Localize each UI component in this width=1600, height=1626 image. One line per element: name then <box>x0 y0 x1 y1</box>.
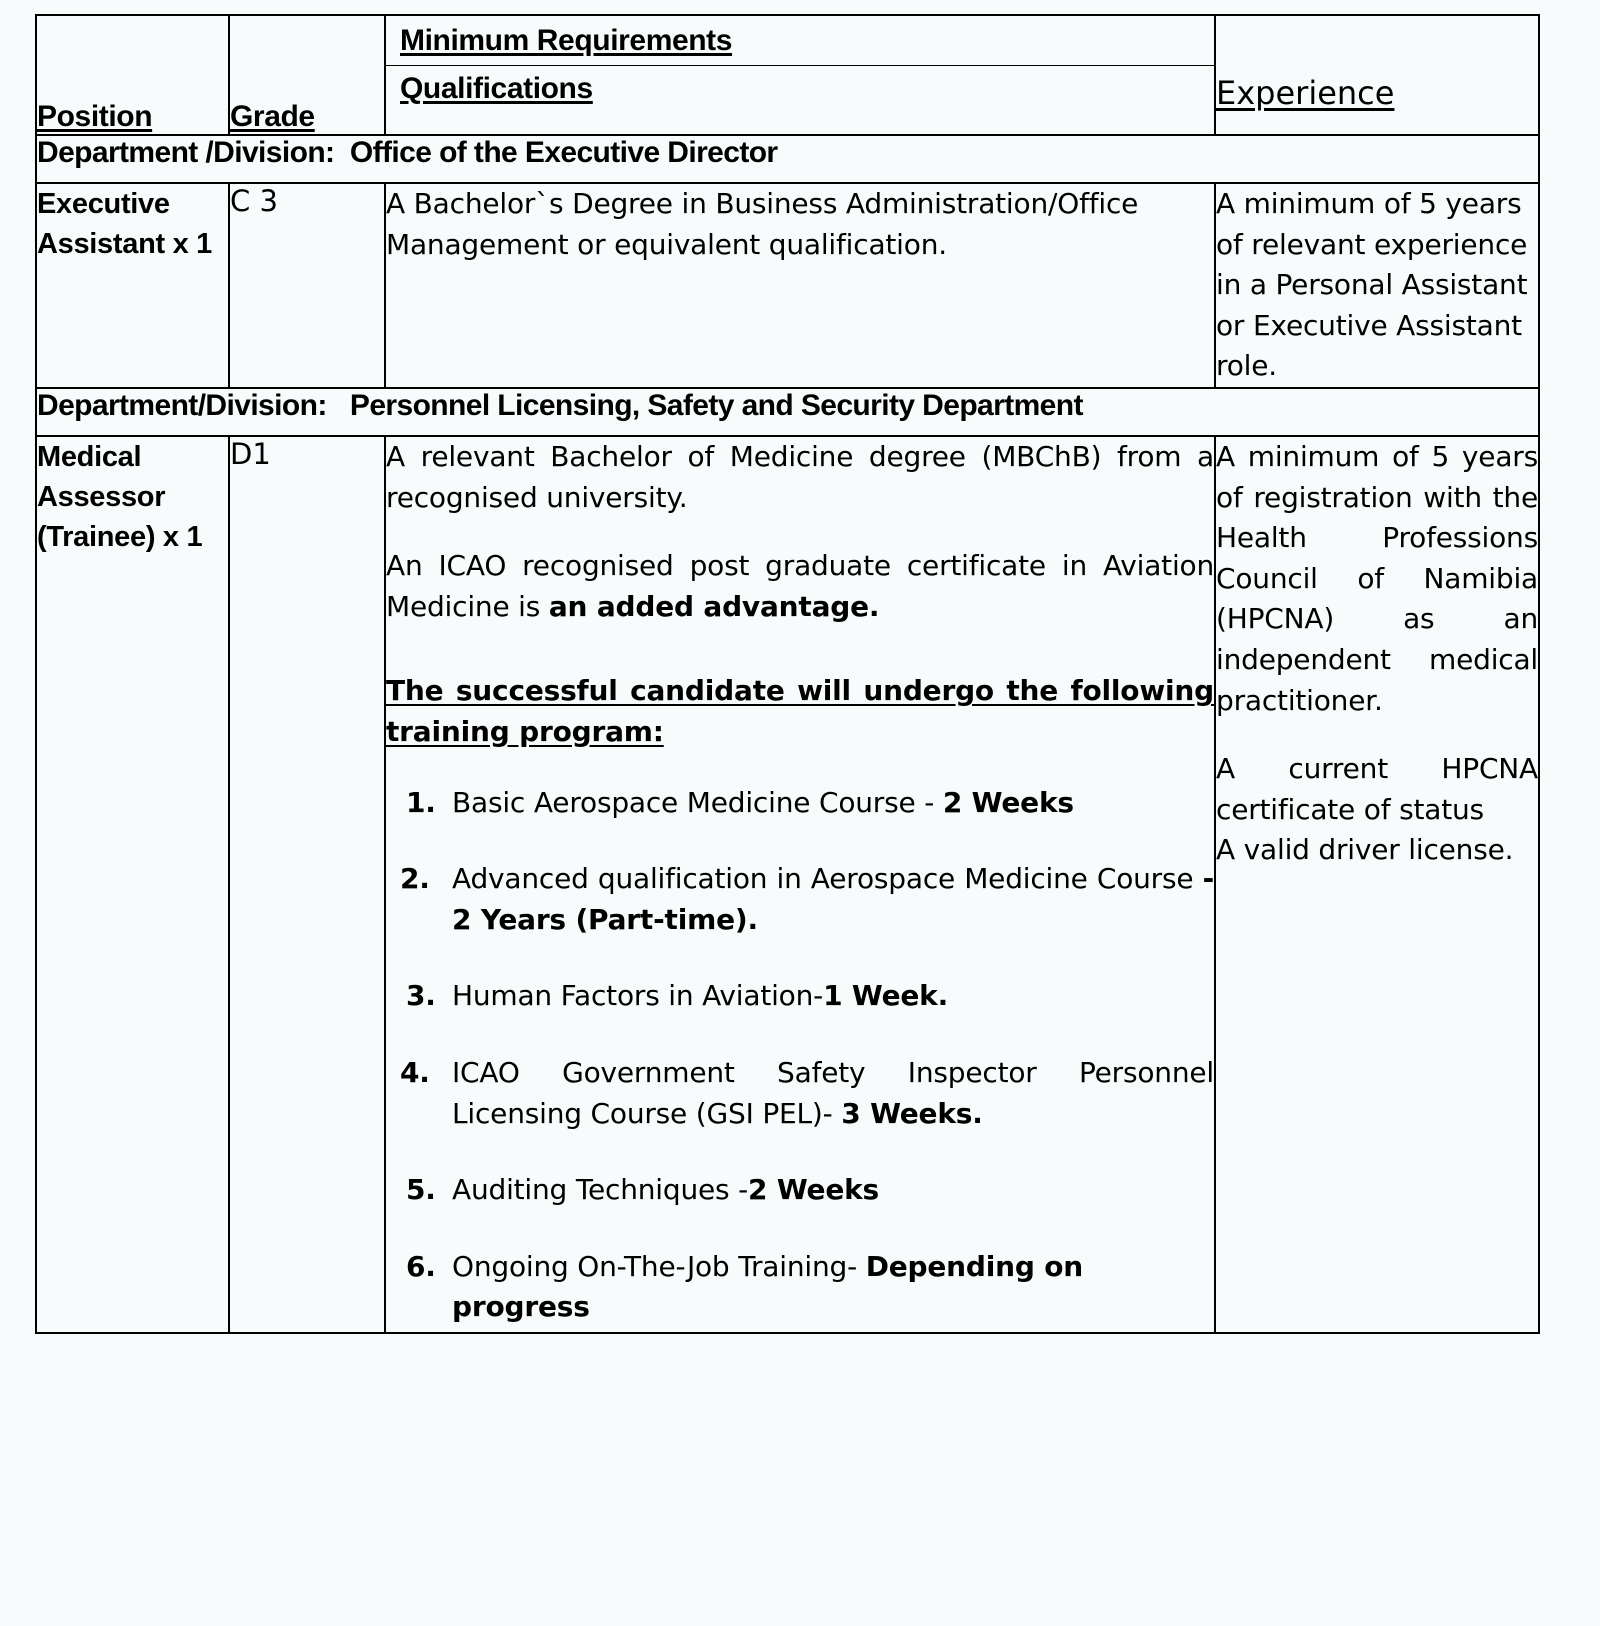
table-header-row <box>36 15 1539 135</box>
course-name: ICAO Government Safety Inspector Personnel Licensing Course (GSI PEL)- <box>452 1055 1214 1130</box>
training-course-list <box>386 783 1214 1328</box>
qualification-paragraph-2 <box>386 546 1214 627</box>
training-program-heading: The successful candidate will undergo the following training program: <box>386 674 1214 748</box>
grade-value: D1 <box>230 436 271 471</box>
qualification-paragraph-2-bold: an added advantage. <box>548 589 880 623</box>
cell-experience-executive-assistant <box>1215 183 1539 388</box>
list-item <box>386 859 1214 940</box>
department-banner-row-2 <box>36 388 1539 436</box>
header-cell-position <box>36 15 229 135</box>
list-item <box>386 1247 1214 1328</box>
qualification-paragraph-2-plain: An ICAO recognised post graduate certificate in Aviation Medicine is <box>386 549 1214 623</box>
course-duration: 2 Weeks <box>942 785 1074 819</box>
list-item <box>386 976 1214 1017</box>
course-name: Basic Aerospace Medicine Course - <box>452 785 943 819</box>
column-header-qualifications: Qualifications <box>400 72 593 105</box>
position-title: Executive Assistant x 1 <box>37 188 213 261</box>
experience-text: A minimum of 5 years of relevant experience in a Personal Assistant or Executive Assistant role. <box>1216 187 1528 383</box>
grade-value: C 3 <box>230 184 278 218</box>
department-banner-2 <box>36 388 1539 436</box>
experience-paragraph-2: A current HPCNA certificate of status <box>1216 752 1538 826</box>
course-duration: 3 Weeks. <box>841 1096 983 1130</box>
experience-paragraph-3: A valid driver license. <box>1216 833 1514 867</box>
course-name: Human Factors in Aviation- <box>452 979 824 1013</box>
course-duration: 2 Weeks <box>748 1173 880 1207</box>
column-header-position: Position <box>37 100 153 133</box>
spacer <box>386 627 1214 671</box>
course-duration: Depending on progress <box>452 1249 1084 1324</box>
header-cell-grade <box>229 15 385 135</box>
department-banner-label-2: Department/Division: Personnel Licensing, Safety and Security Department <box>37 388 1083 422</box>
course-duration: 1 Week. <box>823 979 949 1013</box>
column-header-grade: Grade <box>230 100 315 133</box>
table-row <box>36 183 1539 388</box>
course-name: Ongoing On-The-Job Training- <box>452 1249 866 1283</box>
column-header-experience: Experience <box>1216 74 1395 112</box>
course-name: Auditing Techniques - <box>452 1173 749 1207</box>
cell-grade-executive-assistant <box>229 183 385 388</box>
cell-position-executive-assistant <box>36 183 229 388</box>
table-row <box>36 436 1539 1333</box>
department-banner-label-1: Department /Division: Office of the Executive Director <box>37 136 778 169</box>
department-banner-row-1 <box>36 135 1539 183</box>
header-cell-experience <box>1215 15 1539 135</box>
qualifications-text: A Bachelor`s Degree in Business Administration/Office Management or equivalent qualification. <box>386 187 1139 261</box>
header-cell-qualifications <box>385 15 1215 135</box>
cell-position-medical-assessor <box>36 436 229 1333</box>
department-banner-1 <box>36 135 1539 183</box>
requirements-table <box>35 14 1540 1334</box>
experience-paragraph-1: A minimum of 5 years of registration with the Health Professions Council of Namibia (HPCNA) as an independent medical practitioner. <box>1216 439 1538 717</box>
cell-qualifications-medical-assessor <box>385 436 1215 1333</box>
cell-qualifications-executive-assistant <box>385 183 1215 388</box>
list-item <box>386 1170 1214 1211</box>
cell-grade-medical-assessor <box>229 436 385 1333</box>
course-name: Advanced qualification in Aerospace Medicine Course <box>452 862 1203 896</box>
column-header-minimum-requirements: Minimum Requirements <box>400 24 733 57</box>
qualification-paragraph-1: A relevant Bachelor of Medicine degree (MBChB) from a recognised university. <box>386 439 1214 514</box>
course-duration: - 2 Years (Part-time). <box>452 862 1214 936</box>
cell-experience-medical-assessor <box>1215 436 1539 1333</box>
position-title: Medical Assessor (Trainee) x 1 <box>37 440 203 553</box>
list-item <box>386 783 1214 824</box>
list-item <box>386 1053 1214 1134</box>
